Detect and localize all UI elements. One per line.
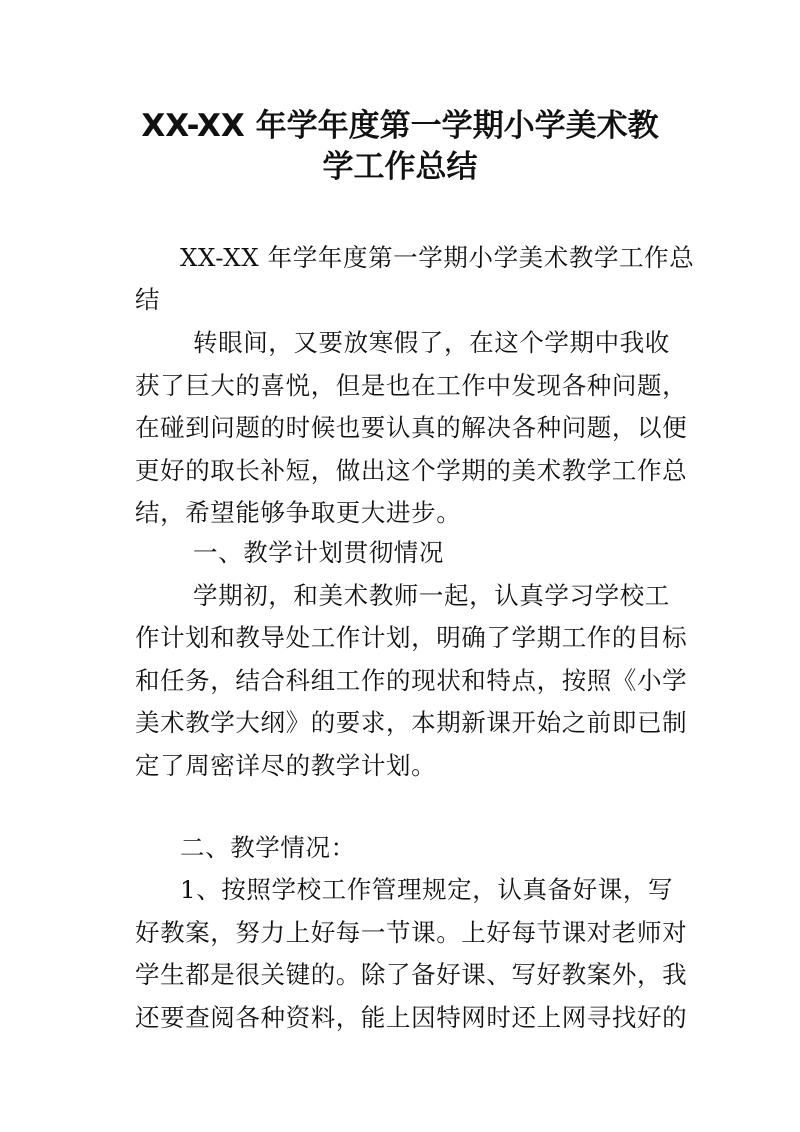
title-line: XX-XX 年学年度第一学期小学美术教 bbox=[141, 108, 659, 144]
body-line: 在碰到问题的时候也要认真的解决各种问题，以便 bbox=[135, 413, 688, 442]
body-line: 转眼间，又要放寒假了，在这个学期中我收 bbox=[193, 328, 670, 357]
section-heading: 一、教学计划贯彻情况 bbox=[193, 538, 444, 567]
body-line: 结 bbox=[135, 285, 161, 314]
body-line: 还要查阅各种资料，能上因特网时还上网寻找好的 bbox=[135, 1003, 688, 1032]
body-line: 作计划和教导处工作计划，明确了学期工作的目标 bbox=[135, 623, 688, 652]
body-line: 结，希望能够争取更大进步。 bbox=[135, 498, 462, 527]
body-line: 定了周密详尽的教学计划。 bbox=[135, 751, 437, 780]
body-line: 1、按照学校工作管理规定，认真备好课，写 bbox=[180, 875, 674, 904]
body-line: 美术教学大纲》的要求，本期新课开始之前即已制 bbox=[135, 708, 688, 737]
section-heading: 二、教学情况： bbox=[180, 833, 356, 862]
body-line: 更好的取长补短，做出这个学期的美术教学工作总 bbox=[135, 456, 688, 485]
body-line: 学期初，和美术教师一起，认真学习学校工 bbox=[193, 581, 670, 610]
title-line: 学工作总结 bbox=[322, 149, 478, 185]
body-line: 学生都是很关键的。除了备好课、写好教案外，我 bbox=[135, 960, 688, 989]
body-line: 和任务，结合科组工作的现状和特点，按照《小学 bbox=[135, 666, 688, 695]
body-line: 获了巨大的喜悦，但是也在工作中发现各种问题， bbox=[135, 371, 688, 400]
body-line: 好教案，努力上好每一节课。上好每节课对老师对 bbox=[135, 918, 688, 947]
body-line: XX-XX 年学年度第一学期小学美术教学工作总 bbox=[180, 243, 695, 272]
